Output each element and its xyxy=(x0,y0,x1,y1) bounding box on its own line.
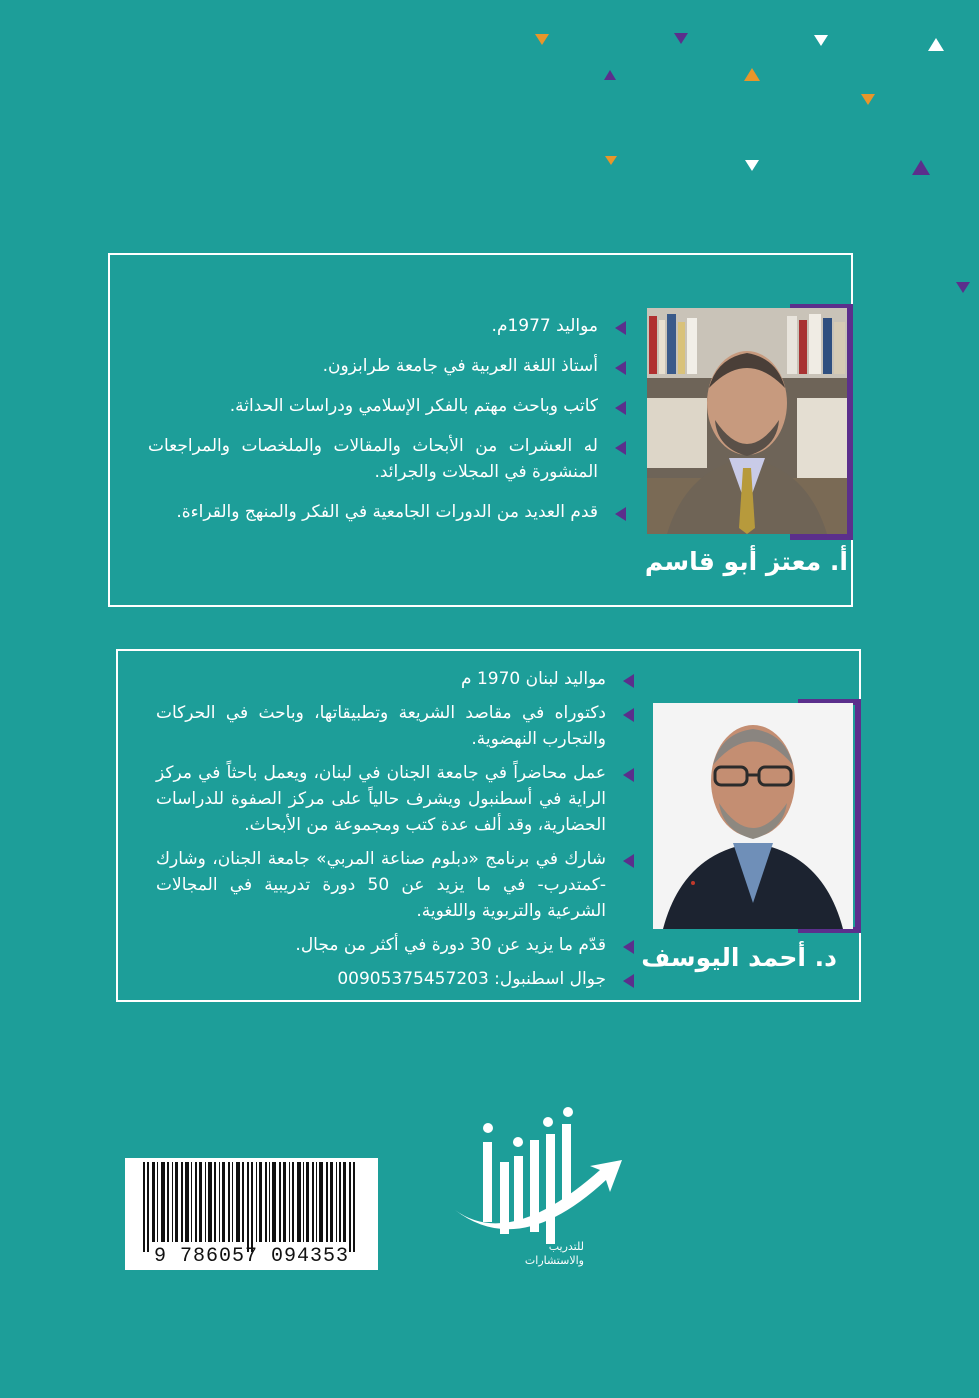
list-item: دكتوراه في مقاصد الشريعة وتطبيقاتها، وباحث في الحركات والتجارب النهضوية. xyxy=(156,700,634,752)
author-1-card xyxy=(108,253,853,607)
list-item: عمل محاضراً في جامعة الجنان في لبنان، ويعمل باحثاً في مركز الراية في أسطنبول ويشرف حالياً على مركز الصفوة للدراسات الحضارية، وقد ألف عدة كتب ومجموعة من الأبحاث. xyxy=(156,760,634,838)
list-item: جوال اسطنبول: 00905375457203 xyxy=(156,966,634,992)
author-2-name: د. أحمد اليوسف xyxy=(641,943,837,972)
author-1-bio-list xyxy=(148,313,626,539)
isbn-barcode xyxy=(125,1158,378,1270)
publisher-tagline-2: والاستشارات xyxy=(524,1254,584,1267)
decor-triangle xyxy=(745,160,759,171)
publisher-tagline-1: للتدريب xyxy=(548,1240,584,1253)
decor-triangle xyxy=(956,282,970,293)
author-2-bio-list xyxy=(156,666,634,992)
author-1-name: أ. معتز أبو قاسم xyxy=(644,547,848,576)
list-item: له العشرات من الأبحاث والمقالات والملخصات والمراجعات المنشورة في المجلات والجرائد. xyxy=(148,433,626,485)
publisher-logo xyxy=(450,1100,630,1280)
decor-triangle xyxy=(605,156,617,165)
isbn-number: 9 786057 094353 xyxy=(153,1245,350,1268)
decor-triangle xyxy=(604,70,616,80)
list-item: كاتب وباحث مهتم بالفكر الإسلامي ودراسات الحداثة. xyxy=(148,393,626,419)
list-item: شارك في برنامج «دبلوم صناعة المربي» جامعة الجنان، وشارك -كمتدرب- في ما يزيد عن 50 دورة تدريبية في المجالات الشرعية والتربوية واللغوية. xyxy=(156,846,634,924)
decor-triangle xyxy=(744,68,760,81)
list-item: قدم العديد من الدورات الجامعية في الفكر والمنهج والقراءة. xyxy=(148,499,626,525)
list-item: مواليد 1977م. xyxy=(148,313,626,339)
author-1-photo xyxy=(647,308,847,534)
decor-triangle xyxy=(928,38,944,51)
decor-triangle xyxy=(535,34,549,45)
author-2-card xyxy=(116,649,861,1002)
list-item: مواليد لبنان 1970 م xyxy=(156,666,634,692)
decor-triangle xyxy=(814,35,828,46)
decor-triangle xyxy=(861,94,875,105)
list-item: قدّم ما يزيد عن 30 دورة في أكثر من مجال. xyxy=(156,932,634,958)
author-2-photo xyxy=(653,703,853,929)
list-item: أستاذ اللغة العربية في جامعة طرابزون. xyxy=(148,353,626,379)
decor-triangle xyxy=(674,33,688,44)
decor-triangle xyxy=(912,160,930,175)
